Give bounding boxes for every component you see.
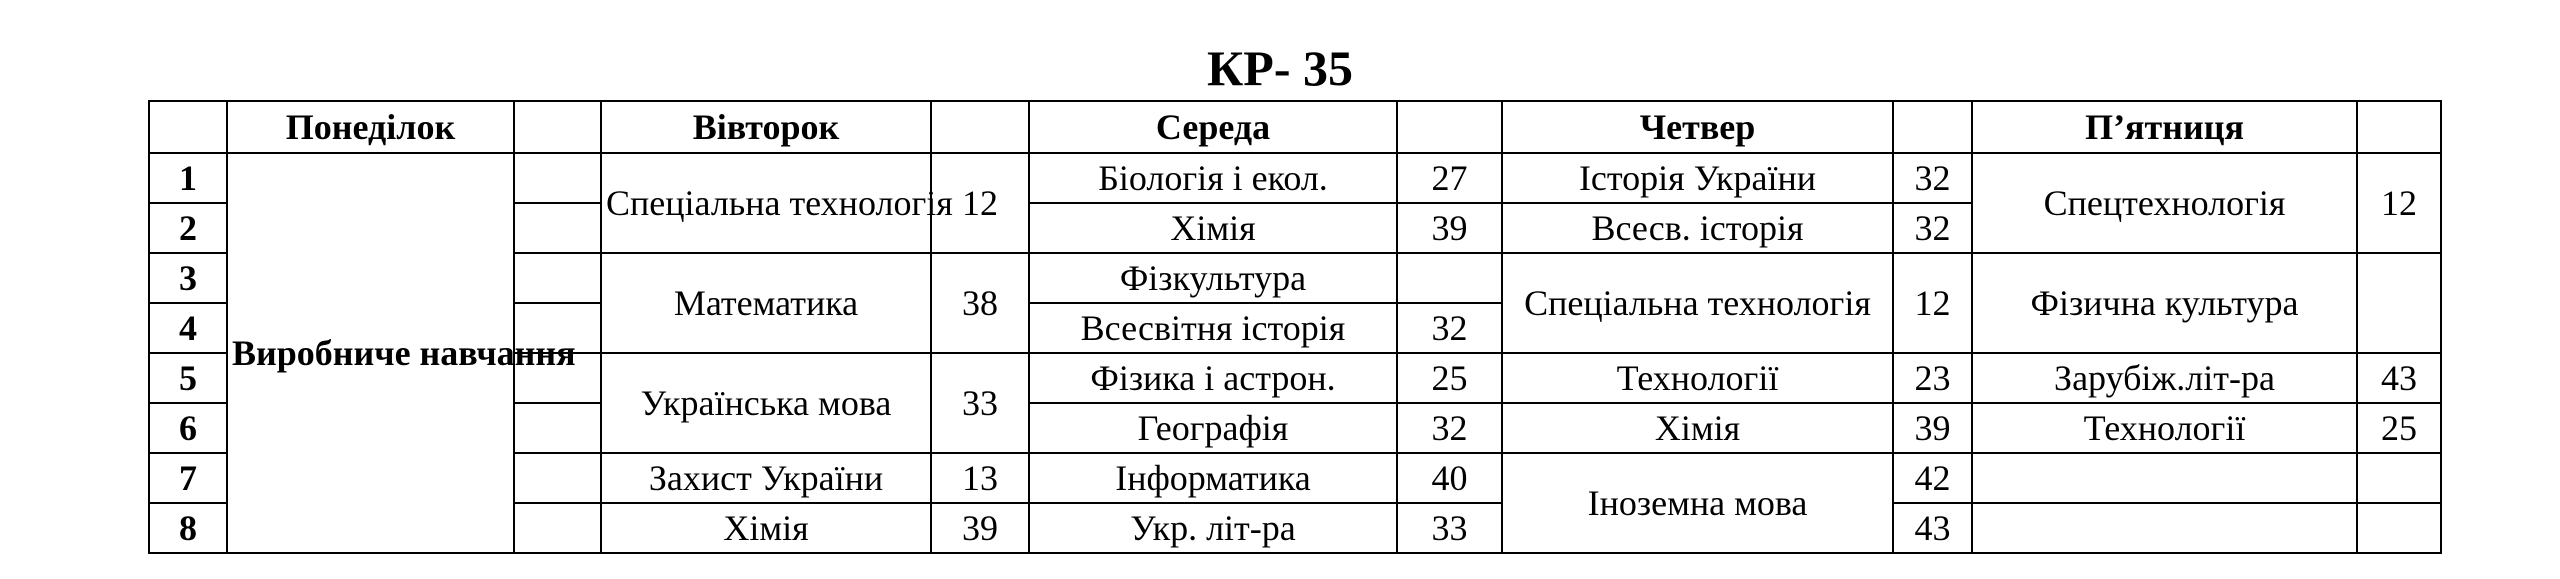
friday-subject: Фізична культура bbox=[1972, 253, 2357, 353]
period-number: 5 bbox=[149, 353, 227, 403]
friday-room: 25 bbox=[2357, 403, 2441, 453]
room-header-cell bbox=[1397, 101, 1502, 153]
tuesday-subject: Хімія bbox=[601, 503, 931, 553]
tuesday-room: 33 bbox=[931, 353, 1029, 453]
wednesday-room: 32 bbox=[1397, 303, 1502, 353]
day-header-wednesday: Середа bbox=[1029, 101, 1397, 153]
period-number: 1 bbox=[149, 153, 227, 203]
friday-subject bbox=[1972, 503, 2357, 553]
monday-room bbox=[514, 453, 601, 503]
day-header-thursday: Четвер bbox=[1502, 101, 1893, 153]
friday-room: 43 bbox=[2357, 353, 2441, 403]
monday-subject: Виробниче навчання bbox=[227, 153, 514, 553]
thursday-subject: Історія України bbox=[1502, 153, 1893, 203]
period-number: 4 bbox=[149, 303, 227, 353]
monday-room bbox=[514, 503, 601, 553]
period-number: 8 bbox=[149, 503, 227, 553]
room-header-cell bbox=[514, 101, 601, 153]
tuesday-room: 38 bbox=[931, 253, 1029, 353]
wednesday-subject: Укр. літ-ра bbox=[1029, 503, 1397, 553]
wednesday-subject: Інформатика bbox=[1029, 453, 1397, 503]
wednesday-room: 27 bbox=[1397, 153, 1502, 203]
friday-room bbox=[2357, 503, 2441, 553]
schedule-table bbox=[148, 100, 2442, 554]
wednesday-subject: Географія bbox=[1029, 403, 1397, 453]
wednesday-room bbox=[1397, 253, 1502, 303]
room-header-cell bbox=[931, 101, 1029, 153]
room-header-cell bbox=[2357, 101, 2441, 153]
tuesday-room: 12 bbox=[931, 153, 1029, 253]
tuesday-subject: Математика bbox=[601, 253, 931, 353]
period-number: 6 bbox=[149, 403, 227, 453]
day-header-tuesday: Вівторок bbox=[601, 101, 931, 153]
friday-subject: Спецтехнологія bbox=[1972, 153, 2357, 253]
room-header-cell bbox=[1893, 101, 1972, 153]
tuesday-room: 39 bbox=[931, 503, 1029, 553]
day-header-monday: Понеділок bbox=[227, 101, 514, 153]
thursday-room: 12 bbox=[1893, 253, 1972, 353]
wednesday-room: 33 bbox=[1397, 503, 1502, 553]
period-row-1 bbox=[149, 153, 2441, 203]
thursday-room: 43 bbox=[1893, 503, 1972, 553]
period-number: 2 bbox=[149, 203, 227, 253]
thursday-room: 39 bbox=[1893, 403, 1972, 453]
thursday-room: 23 bbox=[1893, 353, 1972, 403]
day-header-friday: П’ятниця bbox=[1972, 101, 2357, 153]
wednesday-subject: Фізкультура bbox=[1029, 253, 1397, 303]
period-header-cell bbox=[149, 101, 227, 153]
tuesday-subject: Спеціальна технологія bbox=[601, 153, 931, 253]
wednesday-subject: Хімія bbox=[1029, 203, 1397, 253]
period-number: 3 bbox=[149, 253, 227, 303]
friday-room bbox=[2357, 453, 2441, 503]
thursday-room: 32 bbox=[1893, 153, 1972, 203]
wednesday-room: 32 bbox=[1397, 403, 1502, 453]
period-number: 7 bbox=[149, 453, 227, 503]
thursday-room: 32 bbox=[1893, 203, 1972, 253]
friday-room bbox=[2357, 253, 2441, 353]
wednesday-subject: Фізика і астрон. bbox=[1029, 353, 1397, 403]
friday-subject: Технології bbox=[1972, 403, 2357, 453]
monday-room bbox=[514, 153, 601, 203]
wednesday-subject: Всесвітня історія bbox=[1029, 303, 1397, 353]
thursday-subject: Технології bbox=[1502, 353, 1893, 403]
friday-room: 12 bbox=[2357, 153, 2441, 253]
thursday-subject: Спеціальна технологія bbox=[1502, 253, 1893, 353]
friday-subject: Зарубіж.літ-ра bbox=[1972, 353, 2357, 403]
wednesday-subject: Біологія і екол. bbox=[1029, 153, 1397, 203]
page-title: КР- 35 bbox=[1207, 40, 1353, 96]
wednesday-room: 39 bbox=[1397, 203, 1502, 253]
tuesday-room: 13 bbox=[931, 453, 1029, 503]
friday-subject bbox=[1972, 453, 2357, 503]
wednesday-room: 40 bbox=[1397, 453, 1502, 503]
tuesday-subject: Українська мова bbox=[601, 353, 931, 453]
thursday-subject: Хімія bbox=[1502, 403, 1893, 453]
thursday-subject: Іноземна мова bbox=[1502, 453, 1893, 553]
tuesday-subject: Захист України bbox=[601, 453, 931, 503]
thursday-room: 42 bbox=[1893, 453, 1972, 503]
thursday-subject: Всесв. історія bbox=[1502, 203, 1893, 253]
monday-room bbox=[514, 253, 601, 303]
monday-room bbox=[514, 203, 601, 253]
monday-room bbox=[514, 403, 601, 453]
header-row bbox=[149, 101, 2441, 153]
wednesday-room: 25 bbox=[1397, 353, 1502, 403]
